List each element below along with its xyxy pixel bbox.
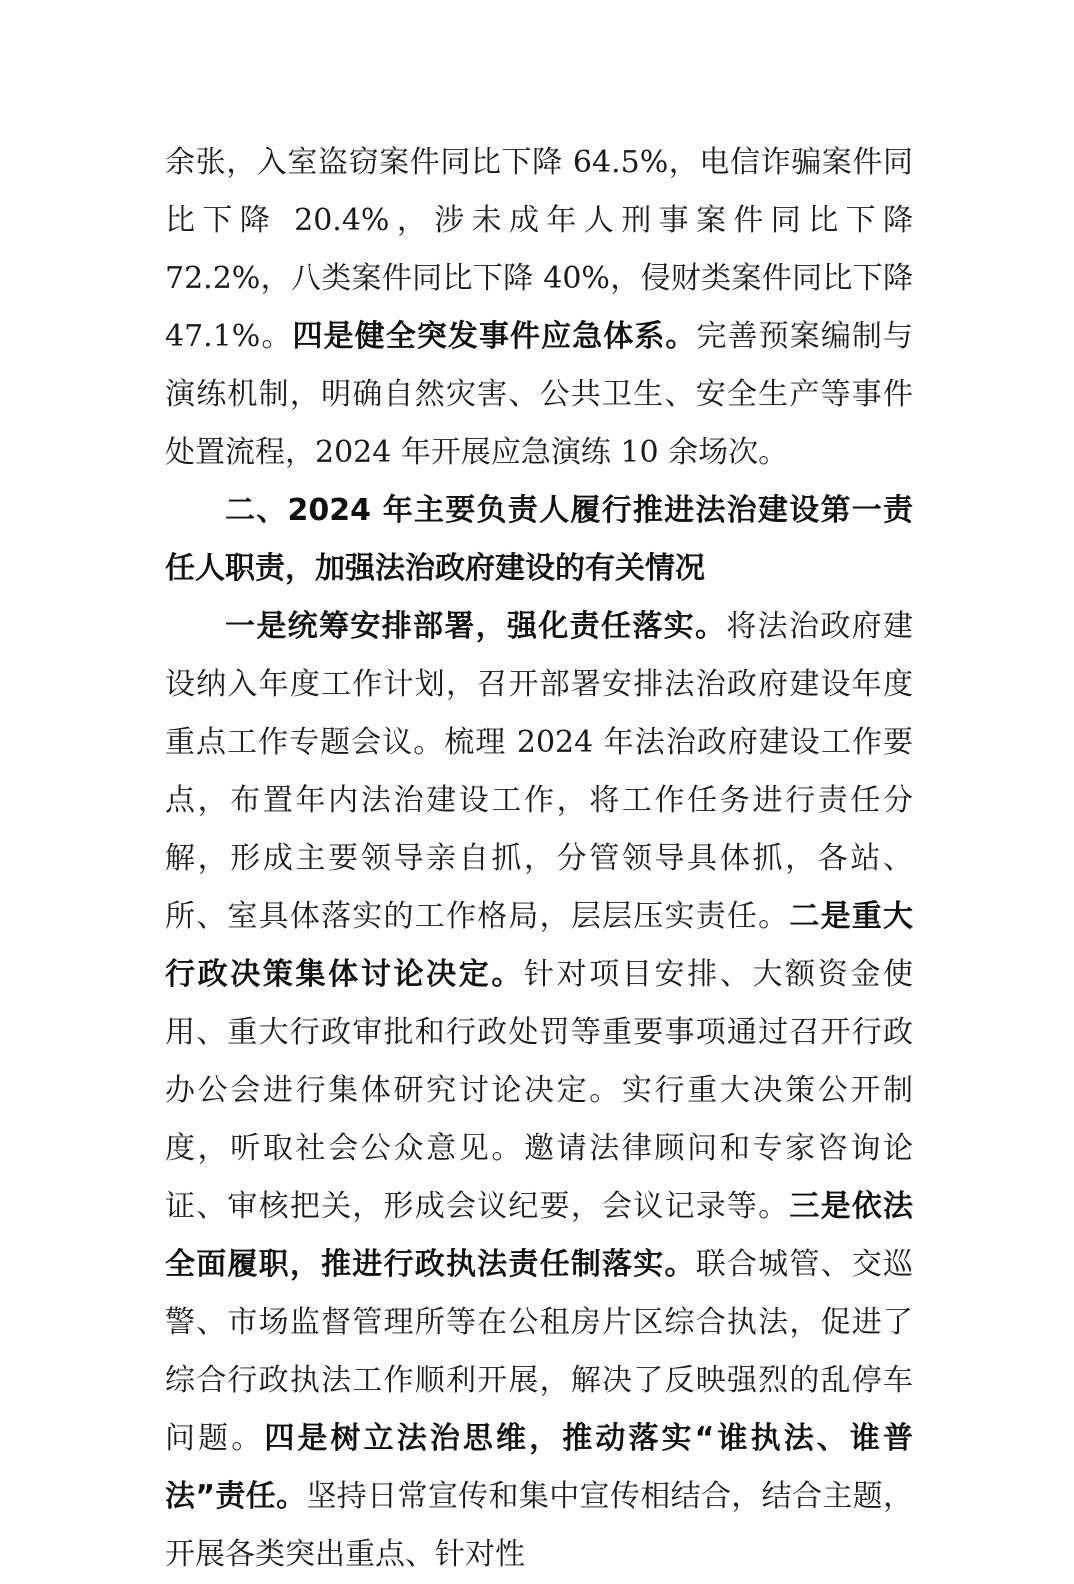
bold-lead-phrase: 三是依法全面履职，推进行政执法责任制落实。 — [165, 1189, 914, 1282]
paragraph-duties — [165, 598, 913, 1584]
paragraph-text: 余张，入室盗窃案件同比下降 64.5%，电信诈骗案件同比下降 20.4%，涉未成年人刑事案件同比下降 72.2%，八类案件同比下降 40%，侵财类案件同比下降 47.1%。 — [165, 145, 913, 354]
paragraph-statistics — [165, 134, 913, 482]
paragraph-text: 坚持日常宣传和集中宣传相结合，结合主题，开展各类突出重点、针对性 — [165, 1479, 914, 1572]
paragraph-text: 将法治政府建设纳入年度工作计划，召开部署安排法治政府建设年度重点工作专题会议。梳理 2024 年法治政府建设工作要点，布置年内法治建设工作，将工作任务进行责任分解，形成主要领导亲自抓，分管领导具体抓，各站、所、室具体落实的工作格局，层层压实责任。 — [165, 609, 914, 934]
bold-lead-phrase: 四是树立法治思维，推动落实“谁执法、谁普法”责任。 — [165, 1421, 913, 1514]
paragraph-text: 联合城管、交巡警、市场监督管理所等在公租房片区综合执法，促进了综合行政执法工作顺利开展，解决了反映强烈的乱停车问题。 — [165, 1247, 914, 1456]
section-heading: 二、2024 年主要负责人履行推进法治建设第一责任人职责，加强法治政府建设的有关情况 — [165, 493, 913, 586]
document-body — [165, 134, 913, 1584]
bold-lead-phrase: 二是重大行政决策集体讨论决定。 — [165, 899, 914, 992]
bold-lead-phrase: 一是统筹安排部署，强化责任落实。 — [225, 609, 727, 644]
paragraph-text: 针对项目安排、大额资金使用、重大行政审批和行政处罚等重要事项通过召开行政办公会进行集体研究讨论决定。实行重大决策公开制度，听取社会公众意见。邀请法律顾问和专家咨询论证、审核把关，形成会议纪要，会议记录等。 — [165, 957, 913, 1224]
bold-lead-phrase: 四是健全突发事件应急体系。 — [292, 319, 697, 354]
paragraph-text: 完善预案编制与演练机制，明确自然灾害、公共卫生、安全生产等事件处置流程，2024 年开展应急演练 10 余场次。 — [165, 319, 913, 470]
